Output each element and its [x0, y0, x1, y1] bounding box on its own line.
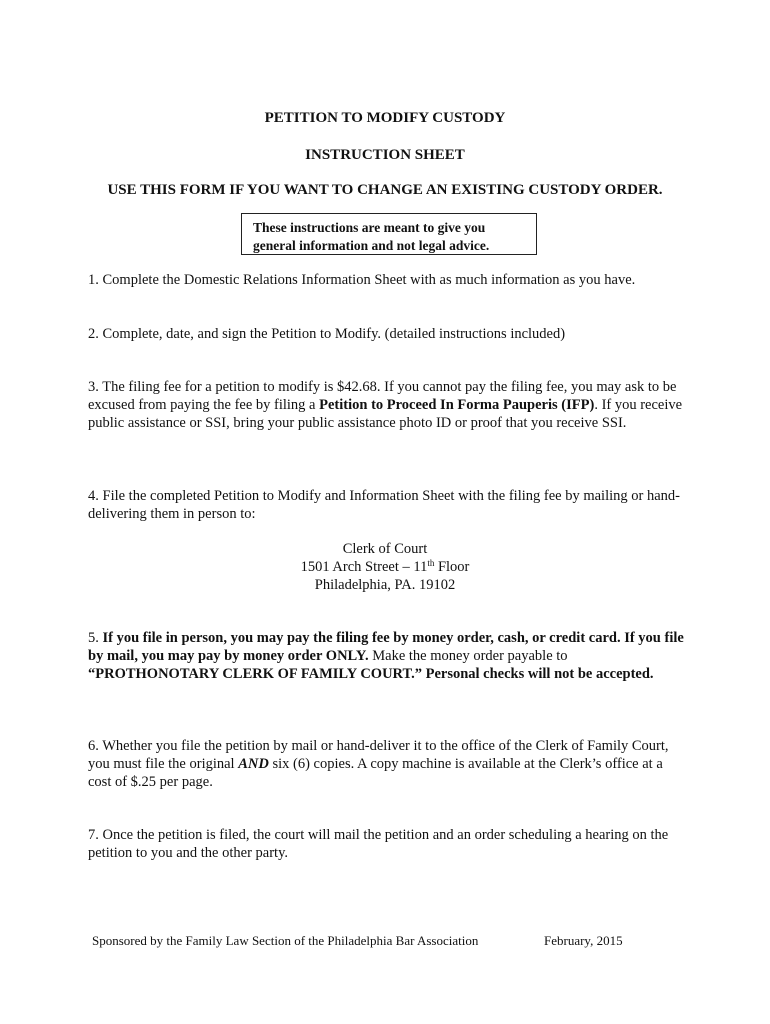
- step-3: [88, 378, 688, 432]
- step-5-number: 5.: [88, 630, 103, 646]
- step-3-text-a: 3. The filing fee for a petition to modify is $42.68. If you cannot pay the filing fee, you may ask to be excused from paying the fee by filing a: [88, 379, 677, 413]
- notice-line-2: general information and not legal advice.: [253, 238, 490, 253]
- step-5-payee: “PROTHONOTARY CLERK OF FAMILY COURT.” Personal checks will not be accepted.: [88, 666, 654, 682]
- step-6: [88, 737, 688, 791]
- step-5-payment-rules: If you file in person, you may pay the filing fee by money order, cash, or credit card. If you file by mail, you may pay by money order ONLY.: [88, 630, 684, 664]
- address-street: [0, 558, 770, 576]
- address-street-text: 1501 Arch Street – 11: [300, 559, 428, 575]
- notice-line-1: These instructions are meant to give you: [253, 220, 486, 235]
- address-floor-text: Floor: [434, 559, 470, 575]
- step-6-text-b: six (6) copies. A copy machine is available at the Clerk’s office at a cost of $.25 per page.: [88, 756, 663, 790]
- step-4: 4. File the completed Petition to Modify and Information Sheet with the filing fee by mailing or hand-delivering them in person to:: [88, 488, 680, 522]
- footer-date: February, 2015: [544, 933, 623, 948]
- address-name: Clerk of Court: [342, 541, 428, 557]
- step-2: 2. Complete, date, and sign the Petition to Modify. (detailed instructions included): [88, 326, 566, 342]
- address-city: Philadelphia, PA. 19102: [314, 577, 456, 593]
- step-6-text-a: 6. Whether you file the petition by mail or hand-deliver it to the office of the Clerk of Family Court, you must file the original: [88, 738, 669, 772]
- ifp-petition-name: Petition to Proceed In Forma Pauperis (IFP): [319, 397, 595, 413]
- document-subtitle: INSTRUCTION SHEET: [305, 147, 465, 163]
- usage-heading: USE THIS FORM IF YOU WANT TO CHANGE AN EXISTING CUSTODY ORDER.: [107, 182, 663, 198]
- step-3-text-b: . If you receive public assistance or SSI, bring your public assistance photo ID or proof that you receive SSI.: [88, 397, 683, 431]
- step-5: [88, 629, 688, 683]
- floor-ordinal: th: [427, 558, 435, 568]
- step-1: 1. Complete the Domestic Relations Information Sheet with as much information as you have.: [88, 272, 636, 288]
- step-6-emphasis: AND: [238, 756, 269, 772]
- document-title: PETITION TO MODIFY CUSTODY: [264, 110, 506, 126]
- legal-notice-box: [241, 213, 537, 255]
- footer-sponsor: Sponsored by the Family Law Section of the Philadelphia Bar Association: [92, 933, 479, 948]
- step-7: 7. Once the petition is filed, the court will mail the petition and an order scheduling a hearing on the petition to you and the other party.: [88, 827, 669, 861]
- step-5-payable-text: Make the money order payable to: [368, 648, 568, 664]
